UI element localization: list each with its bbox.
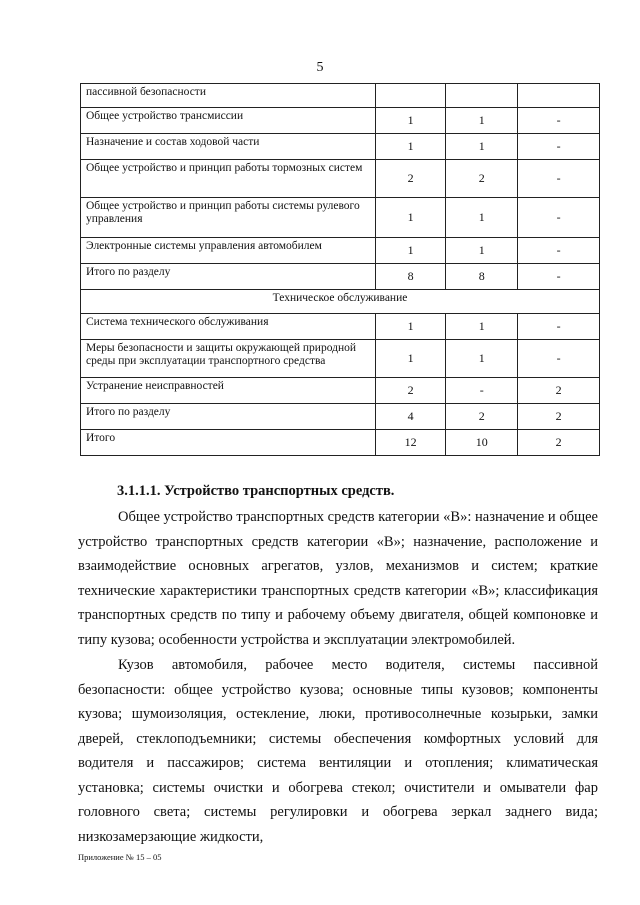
hours-practice-cell: - [518,108,600,134]
table-row [81,134,600,160]
table-row [81,314,600,340]
hours-practice-cell: - [518,264,600,290]
hours-total-cell [376,84,446,108]
hours-total-cell: 8 [376,264,446,290]
table-row [81,430,600,456]
hours-practice-cell: - [518,160,600,198]
hours-total-cell: 2 [376,160,446,198]
course-table-body [81,84,600,456]
table-row [81,378,600,404]
table-row [81,404,600,430]
hours-theory-cell: 1 [446,314,518,340]
hours-theory-cell: 2 [446,404,518,430]
page-footer: Приложение № 15 – 05 [78,852,162,862]
hours-theory-cell: 8 [446,264,518,290]
hours-practice-cell: - [518,134,600,160]
hours-total-cell: 12 [376,430,446,456]
hours-practice-cell: - [518,314,600,340]
course-table [80,83,600,456]
table-row [81,340,600,378]
topic-cell: Система технического обслуживания [81,314,376,340]
hours-total-cell: 1 [376,134,446,160]
hours-practice-cell: - [518,340,600,378]
hours-theory-cell: 1 [446,108,518,134]
hours-total-cell: 1 [376,198,446,238]
hours-practice-cell: 2 [518,430,600,456]
paragraph-general-design: Общее устройство транспортных средств категории «В»: назначение и общее устройство транспортных средств категории «В»; назначение, расположение и взаимодействие основных агрегатов, узлов, механизмов и систем; краткие технические характеристики транспортных средств категории «В»; классификация транспортных средств по типу и рабочему объему двигателя, общей компоновке и типу кузова; особенности устройства и эксплуатации электромобилей. [78,509,598,648]
topic-cell: пассивной безопасности [81,84,376,108]
table-row [81,160,600,198]
hours-theory-cell: 1 [446,238,518,264]
table-row [81,264,600,290]
hours-total-cell: 1 [376,314,446,340]
topic-cell: Итого по разделу [81,264,376,290]
hours-theory-cell: 1 [446,198,518,238]
hours-theory-cell: - [446,378,518,404]
topic-cell: Устранение неисправностей [81,378,376,404]
hours-theory-cell: 10 [446,430,518,456]
topic-cell: Назначение и состав ходовой части [81,134,376,160]
topic-cell: Общее устройство и принцип работы системы рулевого управления [81,198,376,238]
hours-practice-cell: 2 [518,378,600,404]
topic-cell: Электронные системы управления автомобилем [81,238,376,264]
hours-practice-cell [518,84,600,108]
hours-total-cell: 1 [376,340,446,378]
table-row [81,198,600,238]
hours-theory-cell: 2 [446,160,518,198]
section-heading: 3.1.1.1. Устройство транспортных средств. [117,483,395,499]
table-row [81,238,600,264]
hours-theory-cell: 1 [446,340,518,378]
topic-cell: Меры безопасности и защиты окружающей природной среды при эксплуатации транспортного средства [81,340,376,378]
hours-total-cell: 1 [376,108,446,134]
topic-cell: Общее устройство трансмиссии [81,108,376,134]
section-title-cell: Техническое обслуживание [81,290,600,314]
hours-theory-cell: 1 [446,134,518,160]
hours-total-cell: 2 [376,378,446,404]
table-row [81,84,600,108]
paragraph-body-and-workplace: Кузов автомобиля, рабочее место водителя, системы пассивной безопасности: общее устройство кузова; основные типы кузовов; компоненты кузова; шумоизоляция, остекление, люки, противосолнечные козырьки, замки дверей, стеклоподъемники; системы обеспечения комфортных условий для водителя и пассажиров; система вентиляции и отопления; климатическая установка; системы очистки и обогрева стекол; очистители и омыватели фар головного света; системы регулировки и обогрева зеркал заднего вида; низкозамерзающие жидкости, [78,657,598,845]
topic-cell: Общее устройство и принцип работы тормозных систем [81,160,376,198]
hours-practice-cell: 2 [518,404,600,430]
page-number: 5 [316,60,324,75]
section-row [81,290,600,314]
table-row [81,108,600,134]
topic-cell: Итого [81,430,376,456]
hours-practice-cell: - [518,198,600,238]
hours-theory-cell [446,84,518,108]
hours-total-cell: 1 [376,238,446,264]
hours-practice-cell: - [518,238,600,264]
hours-total-cell: 4 [376,404,446,430]
topic-cell: Итого по разделу [81,404,376,430]
